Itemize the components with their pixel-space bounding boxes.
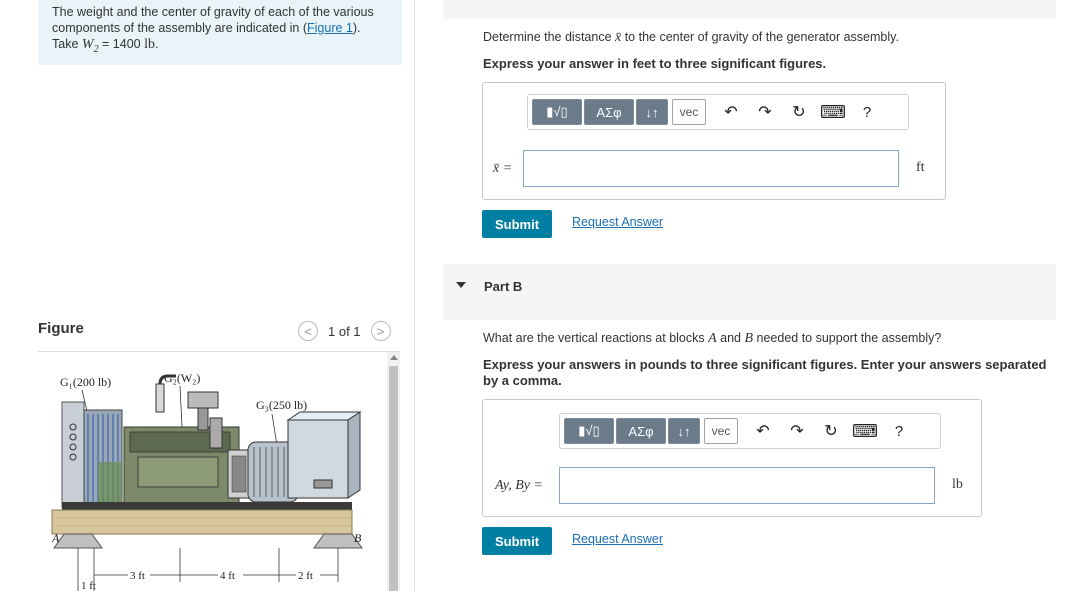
figure-scrollbar[interactable] (387, 352, 400, 591)
w2-variable: $W_2$ (81, 37, 99, 55)
caret-down-icon[interactable] (456, 282, 466, 288)
undo-icon[interactable]: ↶ (724, 104, 738, 121)
part-a-request-answer-link[interactable]: Request Answer (572, 215, 664, 229)
take-value: = 1400 (98, 37, 145, 51)
templates-icon: ▮√▯ (546, 104, 568, 119)
scroll-up-arrow-icon[interactable] (390, 355, 398, 360)
part-b-answer-label: Ay, By = (495, 478, 543, 493)
part-b-title[interactable]: Part B (484, 279, 523, 294)
part-b-answer-box (482, 399, 982, 517)
part-b-unit: lb (952, 477, 963, 492)
problem-statement (38, 0, 402, 65)
vec-button[interactable]: vec (704, 418, 738, 444)
part-a-unit: ft (916, 160, 925, 175)
arrows-button[interactable] (636, 99, 668, 125)
block-b-label: B (354, 531, 362, 545)
greek-icon: ΑΣφ (628, 423, 654, 439)
generator-assembly-diagram (38, 352, 388, 591)
arrows-icon: ↓↑ (677, 423, 691, 439)
part-b-instruction: Express your answers in pounds to three significant figures. Enter your answers separated by a comma. (483, 357, 1047, 388)
problem-text-end: ). (352, 21, 361, 35)
arrows-icon: ↓↑ (645, 104, 659, 120)
part-a-answer-label: x̄ = (493, 161, 513, 176)
chevron-right-icon: > (376, 323, 385, 339)
part-a-header-bar (443, 0, 1056, 19)
left-column (0, 0, 415, 591)
reset-icon[interactable]: ↻ (824, 423, 838, 440)
next-figure-button[interactable] (371, 321, 391, 341)
prev-figure-button[interactable] (298, 321, 318, 341)
help-icon[interactable]: ? (894, 422, 904, 440)
reset-icon[interactable]: ↻ (792, 104, 806, 121)
problem-text: The weight and the center of gravity of each of the various components of the assembly are indicated in ( (52, 5, 374, 35)
part-a-answer-input[interactable] (523, 150, 899, 187)
keyboard-icon[interactable]: ⌨ (820, 101, 846, 122)
take-unit: lb (144, 37, 155, 52)
redo-icon[interactable]: ↷ (790, 423, 804, 440)
take-text: Take (52, 37, 82, 51)
help-icon[interactable]: ? (862, 103, 872, 121)
dim-1ft-label: 1 ft (81, 580, 96, 591)
g2-label: G₂(W₂) (164, 371, 201, 385)
dim-4ft-label: 4 ft (220, 570, 235, 582)
templates-button[interactable] (532, 99, 582, 125)
take-end: . (154, 37, 159, 51)
greek-button[interactable] (584, 99, 634, 125)
part-a-answer-box (482, 82, 946, 200)
figure-scroll-thumb[interactable] (389, 366, 398, 591)
block-a-label: A (52, 531, 60, 545)
chevron-left-icon: < (304, 323, 312, 339)
part-b-answer-input[interactable] (559, 467, 935, 504)
greek-icon: ΑΣφ (596, 104, 622, 120)
part-a-math-toolbar (527, 94, 909, 130)
part-b-header[interactable] (443, 264, 1056, 320)
redo-icon[interactable]: ↷ (758, 104, 772, 121)
keyboard-icon[interactable]: ⌨ (852, 420, 878, 441)
figure-counter: 1 of 1 (328, 323, 361, 339)
part-b-question: What are the vertical reactions at blocks A and B needed to support the assembly? (483, 331, 942, 346)
arrows-button[interactable] (668, 418, 700, 444)
part-a-submit-button[interactable]: Submit (482, 210, 552, 238)
part-b-request-answer-link[interactable]: Request Answer (572, 532, 664, 546)
dim-3ft-label: 3 ft (130, 570, 145, 582)
vec-button[interactable]: vec (672, 99, 706, 125)
greek-button[interactable] (616, 418, 666, 444)
g1-label: G₁(200 lb) (60, 375, 112, 389)
templates-button[interactable] (564, 418, 614, 444)
part-a-instruction: Express your answer in feet to three significant figures. (483, 56, 827, 71)
figure-link[interactable]: Figure 1 (307, 21, 353, 35)
templates-icon: ▮√▯ (578, 423, 600, 438)
g3-label: G₃(250 lb) (256, 398, 308, 412)
part-a-question: Determine the distance x̄ to the center of gravity of the generator assembly. (483, 30, 899, 45)
figure-navigation (298, 320, 391, 342)
part-b-submit-button[interactable]: Submit (482, 527, 552, 555)
figure-image (38, 352, 388, 591)
dim-2ft-label: 2 ft (298, 570, 313, 582)
figure-heading: Figure (38, 320, 84, 337)
part-b-math-toolbar (559, 413, 941, 449)
undo-icon[interactable]: ↶ (756, 423, 770, 440)
